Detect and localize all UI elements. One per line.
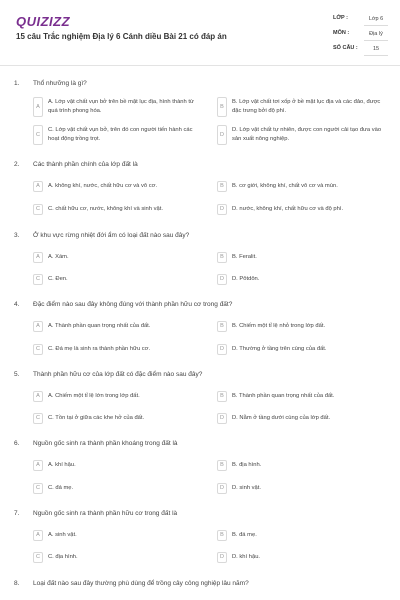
- option-text: D. Lớp vật chất tự nhiên, được con người cải tạo đưa vào sản xuất nông nghiệp.: [232, 127, 382, 142]
- meta-row-grade: [333, 13, 391, 28]
- worksheet-meta: [333, 13, 391, 58]
- option-text: A. Chiếm một tỉ lệ lớn trong lớp đất.: [48, 393, 140, 399]
- question-number: 3.: [14, 232, 20, 239]
- option-text: D. Pôtdôn.: [232, 276, 260, 282]
- question-number: 6.: [14, 440, 20, 447]
- quizizz-logo[interactable]: QUIZIZZ: [16, 14, 71, 29]
- option-text: A. Thành phần quan trọng nhất của đất.: [48, 323, 151, 329]
- question-text: Loại đất nào sau đây thường phù dùng để trồng cây công nghiệp lâu năm?: [33, 580, 249, 587]
- option-text: D. nước, không khí, chất hữu cơ và độ phì.: [232, 206, 344, 212]
- option-letter-box: A: [33, 252, 43, 263]
- meta-row-subject: [333, 28, 391, 43]
- option-letter-box: D: [217, 125, 227, 145]
- option-text: C. Đen.: [48, 276, 68, 282]
- option-text: A. sinh vật.: [48, 532, 77, 538]
- option-letter-box: D: [217, 413, 227, 424]
- option-letter-box: D: [217, 552, 227, 563]
- option-text: A. khí hậu.: [48, 462, 76, 468]
- option-text: C. Lớp vật chất vụn bở, trên đó con người tiến hành các hoạt động trồng trọt.: [48, 127, 193, 142]
- question-number: 7.: [14, 510, 20, 517]
- question-text: Thổ nhưỡng là gì?: [33, 80, 87, 87]
- option-text: C. chất hữu cơ, nước, không khí và sinh vật.: [48, 206, 163, 212]
- question-number: 2.: [14, 161, 20, 168]
- option-letter-box: D: [217, 483, 227, 494]
- meta-value-question-count: 15: [364, 44, 388, 56]
- question-text: Nguồn gốc sinh ra thành phần hữu cơ trong đất là: [33, 510, 178, 517]
- option-text: A. Lớp vật chất vụn bở trên bề mặt lục địa, hình thành từ quá trình phong hóa.: [48, 99, 194, 114]
- option-text: B. Lớp vật chất tơi xốp ở bề mặt lục địa và các đảo, được đặc trưng bởi độ phì.: [232, 99, 381, 114]
- option-letter-box: A: [33, 181, 43, 192]
- option-text: B. Thành phần quan trọng nhất của đất.: [232, 393, 335, 399]
- option-letter-box: B: [217, 391, 227, 402]
- option-text: C. Tồn tại ở giữa các khe hở của đất.: [48, 415, 145, 421]
- option-letter-box: C: [33, 483, 43, 494]
- option-text: B. Chiếm một tỉ lệ nhỏ trong lớp đất.: [232, 323, 326, 329]
- option-text: B. đá mẹ.: [232, 532, 257, 538]
- option-text: A. không khí, nước, chất hữu cơ và vô cơ.: [48, 183, 158, 189]
- option-letter-box: A: [33, 97, 43, 117]
- option-letter-box: C: [33, 413, 43, 424]
- meta-row-question-count: [333, 43, 391, 58]
- option-text: D. Nằm ở tầng dưới cùng của lớp đất.: [232, 415, 331, 421]
- meta-label-subject: MÔN :: [333, 30, 350, 36]
- option-letter-box: A: [33, 460, 43, 471]
- option-text: B. địa hình.: [232, 462, 262, 468]
- option-letter-box: C: [33, 125, 43, 145]
- option-letter-box: B: [217, 530, 227, 541]
- worksheet-header: [0, 0, 400, 66]
- meta-label-question-count: SỐ CÂU :: [333, 45, 358, 51]
- worksheet-title: 15 câu Trắc nghiệm Địa lý 6 Cánh diều Bài 21 có đáp án: [16, 32, 227, 41]
- question-number: 5.: [14, 371, 20, 378]
- question-text: Các thành phần chính của lớp đất là: [33, 161, 138, 168]
- option-letter-box: B: [217, 460, 227, 471]
- question-text: Nguồn gốc sinh ra thành phần khoáng trong đất là: [33, 440, 178, 447]
- option-text: C. địa hình.: [48, 554, 78, 560]
- option-letter-box: C: [33, 274, 43, 285]
- option-letter-box: B: [217, 252, 227, 263]
- question-number: 4.: [14, 301, 20, 308]
- question-number: 1.: [14, 80, 20, 87]
- option-letter-box: A: [33, 321, 43, 332]
- meta-label-grade: LỚP :: [333, 15, 348, 21]
- option-letter-box: A: [33, 530, 43, 541]
- option-text: B. Feralit.: [232, 254, 257, 260]
- meta-value-subject: Địa lý: [364, 29, 388, 41]
- option-letter-box: D: [217, 204, 227, 215]
- option-text: D. sinh vật.: [232, 485, 261, 491]
- option-letter-box: C: [33, 204, 43, 215]
- question-text: Ở khu vực rừng nhiệt đới ẩm có loại đất nào sau đây?: [33, 232, 190, 239]
- option-letter-box: D: [217, 344, 227, 355]
- option-letter-box: A: [33, 391, 43, 402]
- option-text: B. cơ giới, không khí, chất vô cơ và mùn.: [232, 183, 338, 189]
- question-number: 8.: [14, 580, 20, 587]
- meta-value-grade: Lớp 6: [364, 14, 388, 26]
- option-text: D. Thường ở tầng trên cùng của đất.: [232, 346, 327, 352]
- option-letter-box: C: [33, 344, 43, 355]
- option-letter-box: B: [217, 321, 227, 332]
- option-letter-box: B: [217, 97, 227, 117]
- option-text: A. Xám.: [48, 254, 69, 260]
- option-letter-box: C: [33, 552, 43, 563]
- option-text: C. Đá mẹ là sinh ra thành phần hữu cơ.: [48, 346, 151, 352]
- question-text: Thành phần hữu cơ của lớp đất có đặc điểm nào sau đây?: [33, 371, 203, 378]
- option-text: D. khí hậu.: [232, 554, 261, 560]
- question-text: Đặc điểm nào sau đây không đúng với thành phần hữu cơ trong đất?: [33, 301, 233, 308]
- option-letter-box: D: [217, 274, 227, 285]
- option-text: C. đá mẹ.: [48, 485, 74, 491]
- option-letter-box: B: [217, 181, 227, 192]
